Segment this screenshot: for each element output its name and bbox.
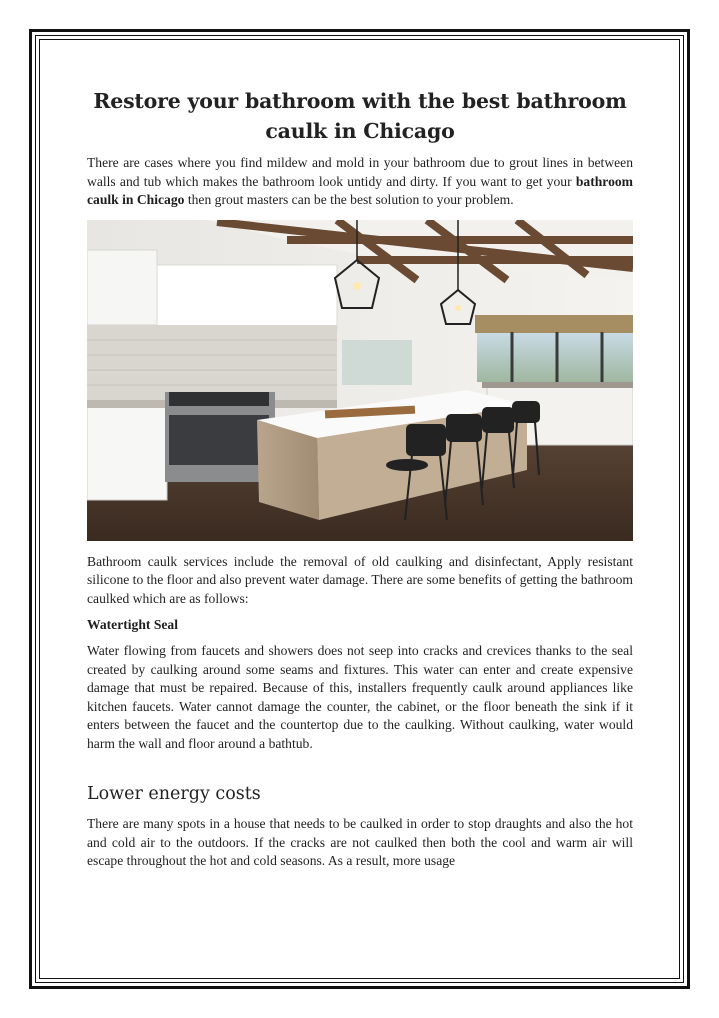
section-body-watertight: Water flowing from faucets and showers does not seep into cracks and crevices thanks to the seal created by caulking around some seams and fixtures. This water can enter and create expensive damage that must be repaired. Because of this, installers frequently caulk around appliances like kitchen faucets. Water cannot damage the counter, the cabinet, or the floor beneath the sink if it enters between the faucet and the countertop due to the caulking. Without caulking, water would harm the wall and floor around a bathtub. [87,643,633,751]
section-heading-energy: Lower energy costs [87,784,261,804]
section-heading-watertight: Watertight Seal [87,617,178,632]
intro-paragraph [87,154,633,210]
document-title: Restore your bathroom with the best bathroom caulk in Chicago [93,89,627,143]
intro-text-before: There are cases where you find mildew and mold in your bathroom due to grout lines in between walls and tub which makes the bathroom look untidy and dirty. If you want to get your [87,155,633,189]
kitchen-photo [87,220,633,541]
document-content [87,86,633,871]
services-paragraph: Bathroom caulk services include the removal of old caulking and disinfectant, Apply resistant silicone to the floor and also prevent water damage. There are some benefits of getting the bathroom caulked which are as follows: [87,553,633,606]
intro-keyword-bold: bathroom caulk in Chicago [87,173,633,207]
intro-text-after: then grout masters can be the best solution to your problem. [184,192,514,207]
section-body-energy: There are many spots in a house that needs to be caulked in order to stop draughts and also the hot and cold air to the outdoors. If the cracks are not caulked then both the cool and warm air will escape throughout the hot and cold seasons. As a result, more usage [87,816,633,868]
